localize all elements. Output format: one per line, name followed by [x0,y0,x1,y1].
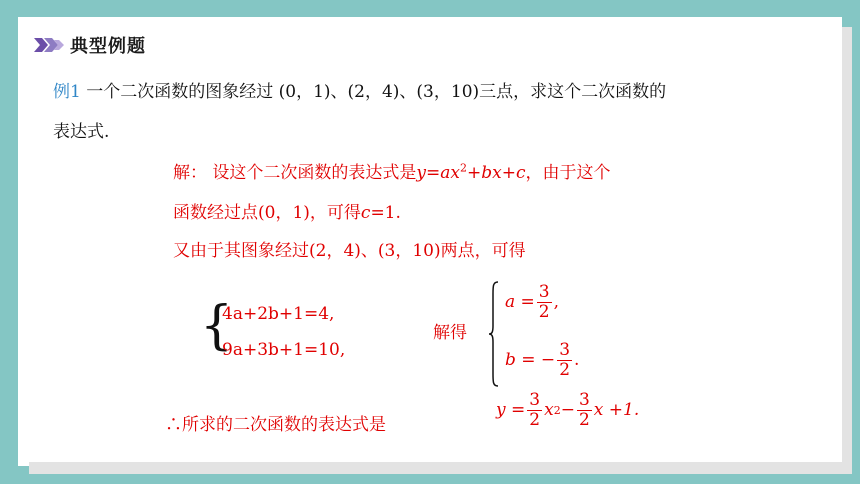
equals-sign: = [426,163,441,183]
heading-title: 典型例题 [70,36,146,57]
solution-b [505,341,579,379]
solution-text: ，由于这个 [525,163,611,183]
fraction [537,283,552,321]
term-bx: bx [481,163,502,183]
final-tail: x +1. [593,400,640,421]
result-brace [489,280,499,388]
denominator: 2 [578,409,590,430]
solution-line-2 [173,198,401,223]
section-heading [34,32,146,58]
numerator: 3 [529,390,541,410]
denominator: 2 [559,359,571,380]
final-expression [496,391,639,429]
minus-sign: − [560,400,575,421]
numerator: 3 [538,282,550,302]
punct: , [553,292,560,313]
denominator: 2 [529,409,541,430]
solution-text: =1. [370,203,401,223]
plus-sign: + [501,163,516,183]
fraction [527,391,542,429]
numerator: 3 [559,340,571,360]
denominator: 2 [538,301,550,322]
question-line-1 [53,77,666,102]
var-c: c [360,203,371,223]
solution-line-3: 又由于其图象经过(2，4)、(3，10)两点，可得 [173,241,526,261]
final-y: y = [496,400,526,421]
fraction [557,341,572,379]
numerator: 3 [578,390,590,410]
b-lhs: b = − [505,350,556,371]
fraction [577,391,592,429]
solution-a [505,283,559,321]
exponent: 2 [553,403,561,417]
solve-label: 解得 [433,323,467,343]
term-ax: ax [440,163,460,183]
var-y: y [416,163,427,183]
chevron-arrows-icon [34,36,64,54]
exponent: 2 [460,161,467,175]
example-label: 例1 [53,82,81,102]
slide-shadow-bottom [29,462,842,474]
var-x: x [544,400,554,421]
solution-text: 解： 设这个二次函数的表达式是 [173,163,417,183]
solution-text: 函数经过点(0，1)，可得 [173,203,361,223]
plus-sign: + [467,163,482,183]
question-line-2: 表达式. [53,122,110,142]
conclusion-text: ∴所求的二次函数的表达式是 [165,415,386,435]
question-text-1: 一个二次函数的图象经过 (0，1)、(2，4)、(3，10)三点，求这个二次函数的 [80,82,667,102]
slide-shadow-right [842,27,852,474]
solution-line-1 [173,158,611,183]
a-lhs: a = [505,292,535,313]
equation-2: 9a+3b+1=10, [222,340,346,360]
system-brace: { [200,296,234,356]
term-c: c [515,163,526,183]
equation-1: 4a+2b+1=4, [222,304,335,324]
punct: . [574,350,580,371]
